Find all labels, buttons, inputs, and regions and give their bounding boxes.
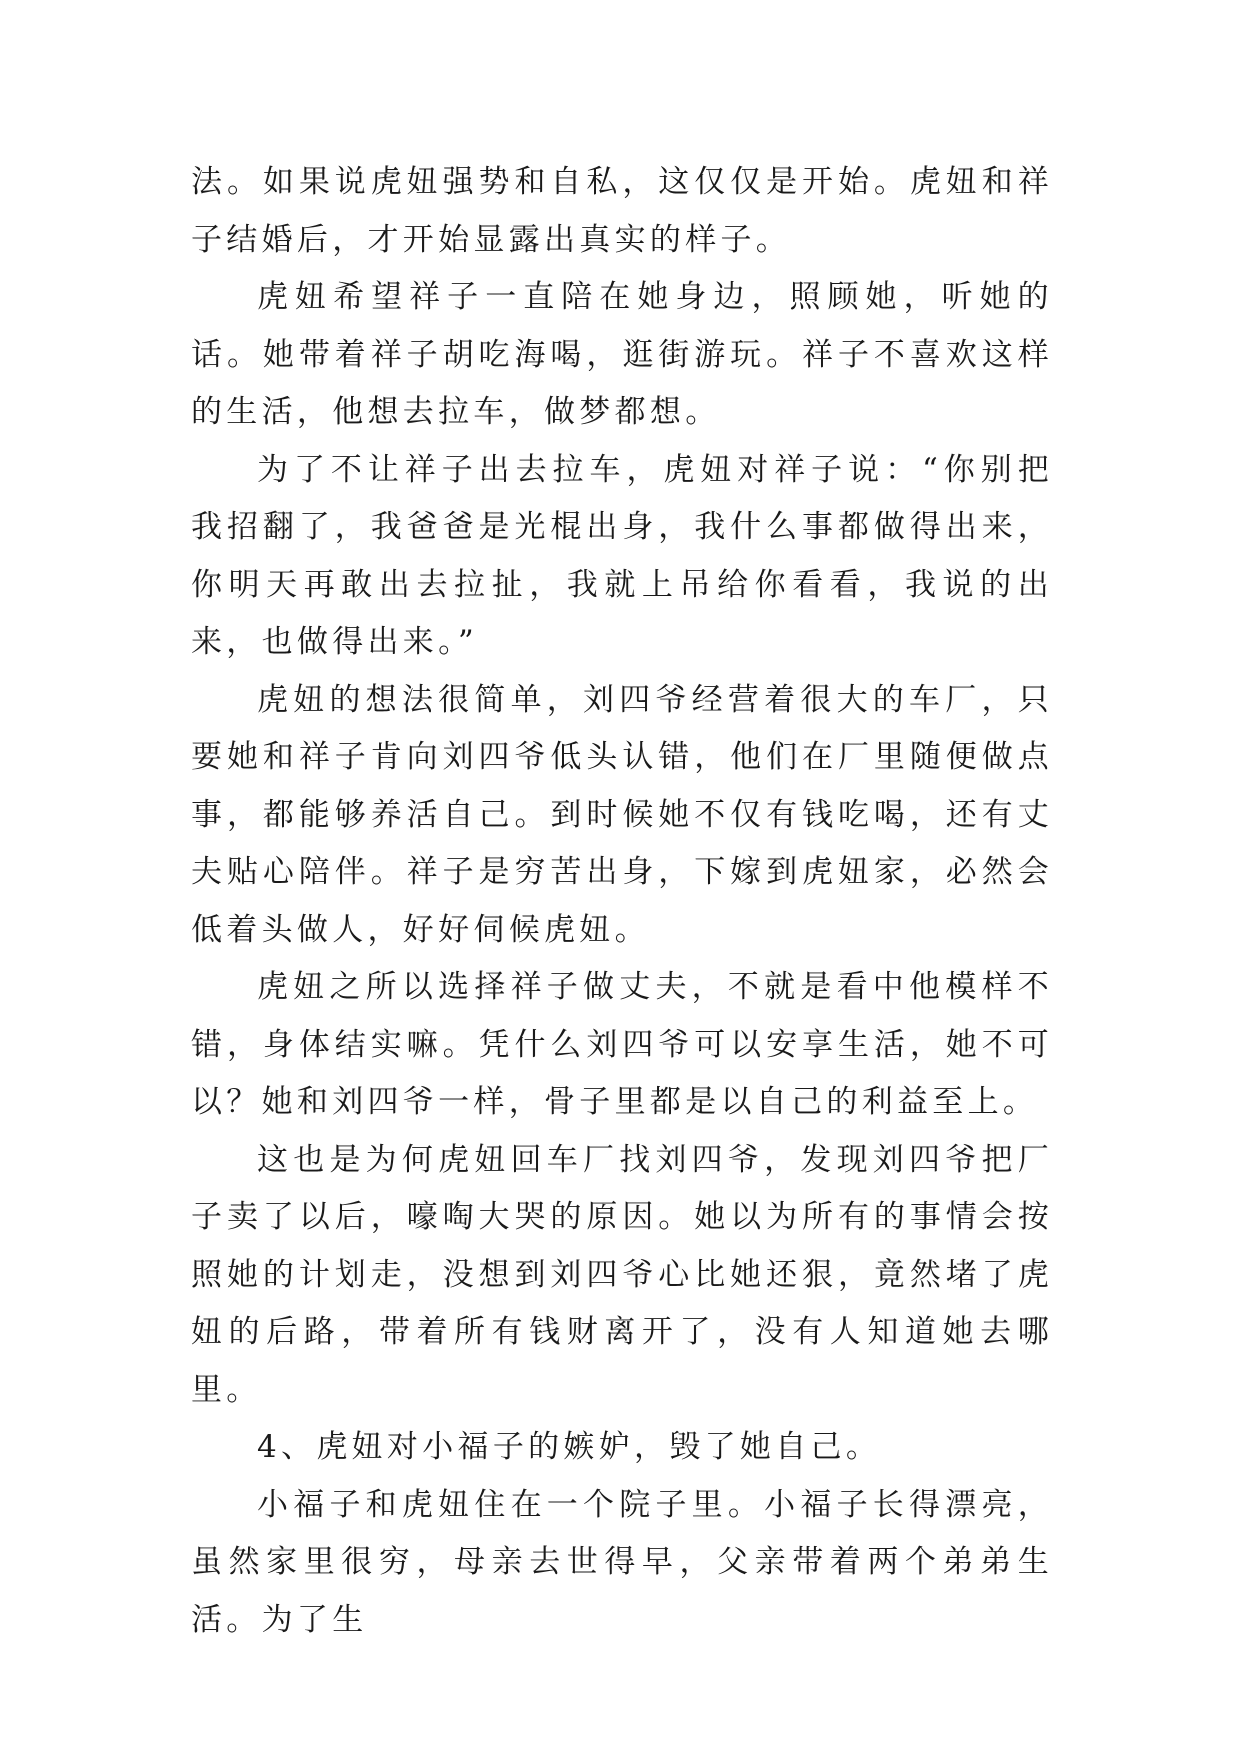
paragraph: 虎妞之所以选择祥子做丈夫，不就是看中他模样不错，身体结实嘛。凭什么刘四爷可以安享生活，她不可以？她和刘四爷一样，骨子里都是以自己的利益至上。: [191, 969, 1053, 1120]
section-heading: 4、虎妞对小福子的嫉妒，毁了她自己。: [257, 1429, 882, 1465]
paragraph: 为了不让祥子出去拉车，虎妞对祥子说：“你别把我招翻了，我爸爸是光棍出身，我什么事都做得出来，你明天再敢出去拉扯，我就上吊给你看看，我说的出来，也做得出来。”: [191, 451, 1053, 660]
document-body: [191, 154, 1053, 1649]
paragraph: 虎妞希望祥子一直陪在她身边，照顾她，听她的话。她带着祥子胡吃海喝，逛街游玩。祥子不喜欢这样的生活，他想去拉车，做梦都想。: [191, 279, 1053, 430]
paragraph: 虎妞的想法很简单，刘四爷经营着很大的车厂，只要她和祥子肯向刘四爷低头认错，他们在厂里随便做点事，都能够养活自己。到时候她不仅有钱吃喝，还有丈夫贴心陪伴。祥子是穷苦出身，下嫁到虎妞家，必然会低着头做人，好好伺候虎妞。: [191, 681, 1053, 948]
paragraph: 这也是为何虎妞回车厂找刘四爷，发现刘四爷把厂子卖了以后，嚎啕大哭的原因。她以为所有的事情会按照她的计划走，没想到刘四爷心比她还狠，竟然堵了虎妞的后路，带着所有钱财离开了，没有人知道她去哪里。: [191, 1141, 1053, 1408]
paragraph: 小福子和虎妞住在一个院子里。小福子长得漂亮，虽然家里很穷，母亲去世得早，父亲带着两个弟弟生活。为了生: [191, 1486, 1053, 1638]
paragraph: 法。如果说虎妞强势和自私，这仅仅是开始。虎妞和祥子结婚后，才开始显露出真实的样子。: [191, 164, 1053, 258]
